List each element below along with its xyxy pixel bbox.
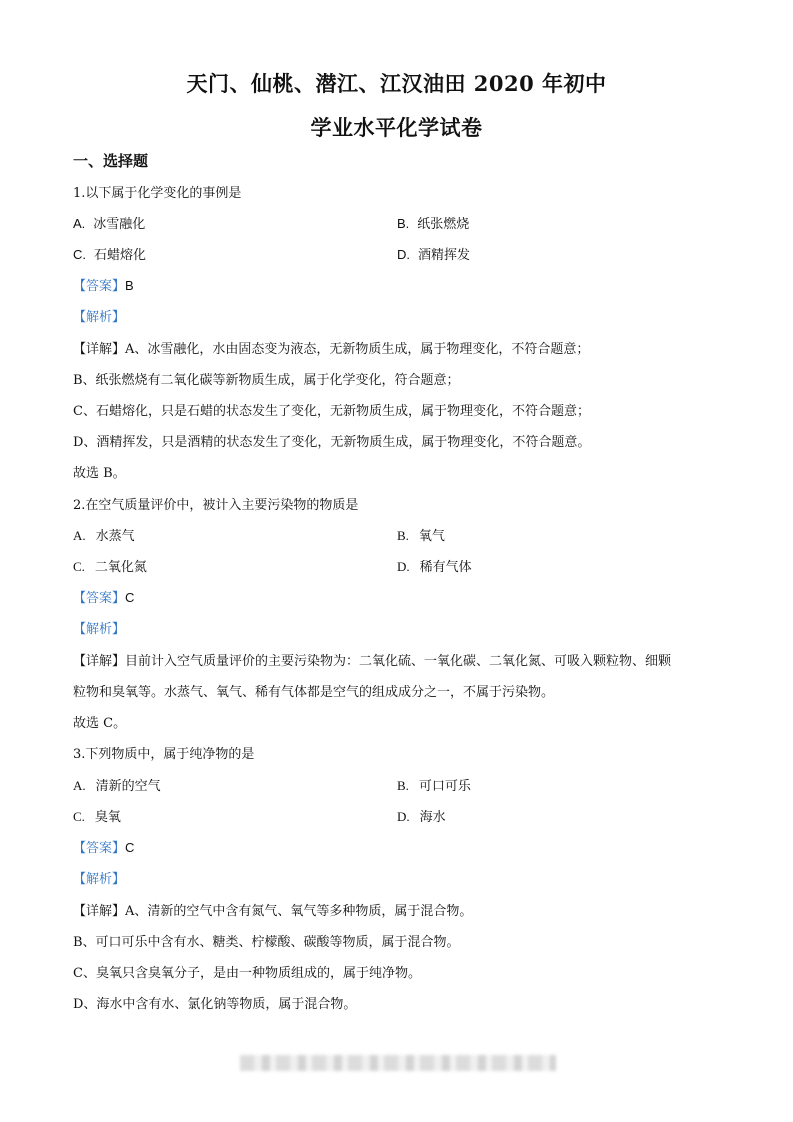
question-2-option-a: A. 水蒸气 xyxy=(73,528,135,544)
question-1-conclusion: 故选 B。 xyxy=(73,466,126,481)
question-3-option-d: D. 海水 xyxy=(397,809,446,825)
question-3-detail-2: B、可口可乐中含有水、糖类、柠檬酸、碳酸等物质，属于混合物。 xyxy=(73,935,460,950)
question-2-stem: 2.在空气质量评价中，被计入主要污染物的物质是 xyxy=(73,498,359,513)
question-3-stem: 3.下列物质中，属于纯净物的是 xyxy=(73,747,255,762)
question-1-detail-1: 【详解】A、冰雪融化，水由固态变为液态，无新物质生成，属于物理变化，不符合题意； xyxy=(73,342,590,357)
question-3-analysis-label: 【解析】 xyxy=(73,872,126,887)
question-1-detail-3: C、石蜡熔化，只是石蜡的状态发生了变化，无新物质生成，属于物理变化，不符合题意； xyxy=(73,404,590,419)
document-title: 天门、仙桃、潜江、江汉油田 2020 年初中 xyxy=(186,71,607,96)
question-2-detail-2: 粒物和臭氧等。水蒸气、氧气、稀有气体都是空气的组成成分之一，不属于污染物。 xyxy=(73,685,555,700)
question-3-detail-4: D、海水中含有水、氯化钠等物质，属于混合物。 xyxy=(73,997,357,1012)
section-heading: 一、选择题 xyxy=(73,152,149,170)
question-2-option-d: D. 稀有气体 xyxy=(397,559,472,575)
question-1-option-c: C. 石蜡熔化 xyxy=(73,247,147,263)
question-2-answer: 【答案】C xyxy=(73,590,135,606)
question-3-detail-1: 【详解】A、清新的空气中含有氮气、氧气等多种物质，属于混合物。 xyxy=(73,904,473,919)
question-3-detail-3: C、臭氧只含臭氧分子，是由一种物质组成的，属于纯净物。 xyxy=(73,966,421,981)
question-2-analysis-label: 【解析】 xyxy=(73,622,126,637)
question-1-option-d: D. 酒精挥发 xyxy=(397,247,471,263)
question-2-conclusion: 故选 C。 xyxy=(73,716,127,731)
question-3-answer: 【答案】C xyxy=(73,840,135,856)
question-1-stem: 1.以下属于化学变化的事例是 xyxy=(73,186,242,201)
question-3-option-b: B. 可口可乐 xyxy=(397,778,471,794)
question-1-option-b: B. 纸张燃烧 xyxy=(397,216,470,232)
question-1-detail-2: B、纸张燃烧有二氧化碳等新物质生成，属于化学变化，符合题意； xyxy=(73,373,460,388)
question-2-detail-1: 【详解】目前计入空气质量评价的主要污染物为：二氧化硫、一氧化碳、二氧化氮、可吸入颗粒物、细颗 xyxy=(73,654,672,669)
document-subtitle: 学业水平化学试卷 xyxy=(310,115,483,140)
question-1-answer: 【答案】B xyxy=(73,278,134,294)
question-1-analysis-label: 【解析】 xyxy=(73,310,126,325)
question-2-option-b: B. 氧气 xyxy=(397,528,445,544)
question-1-detail-4: D、酒精挥发，只是酒精的状态发生了变化，无新物质生成，属于物理变化，不符合题意。 xyxy=(73,435,591,450)
question-3-option-a: A. 清新的空气 xyxy=(73,778,161,794)
question-3-option-c: C. 臭氧 xyxy=(73,809,121,825)
question-1-option-a: A. 冰雪融化 xyxy=(73,216,146,232)
blurred-watermark xyxy=(240,1055,556,1071)
question-2-option-c: C. 二氧化氮 xyxy=(73,559,147,575)
